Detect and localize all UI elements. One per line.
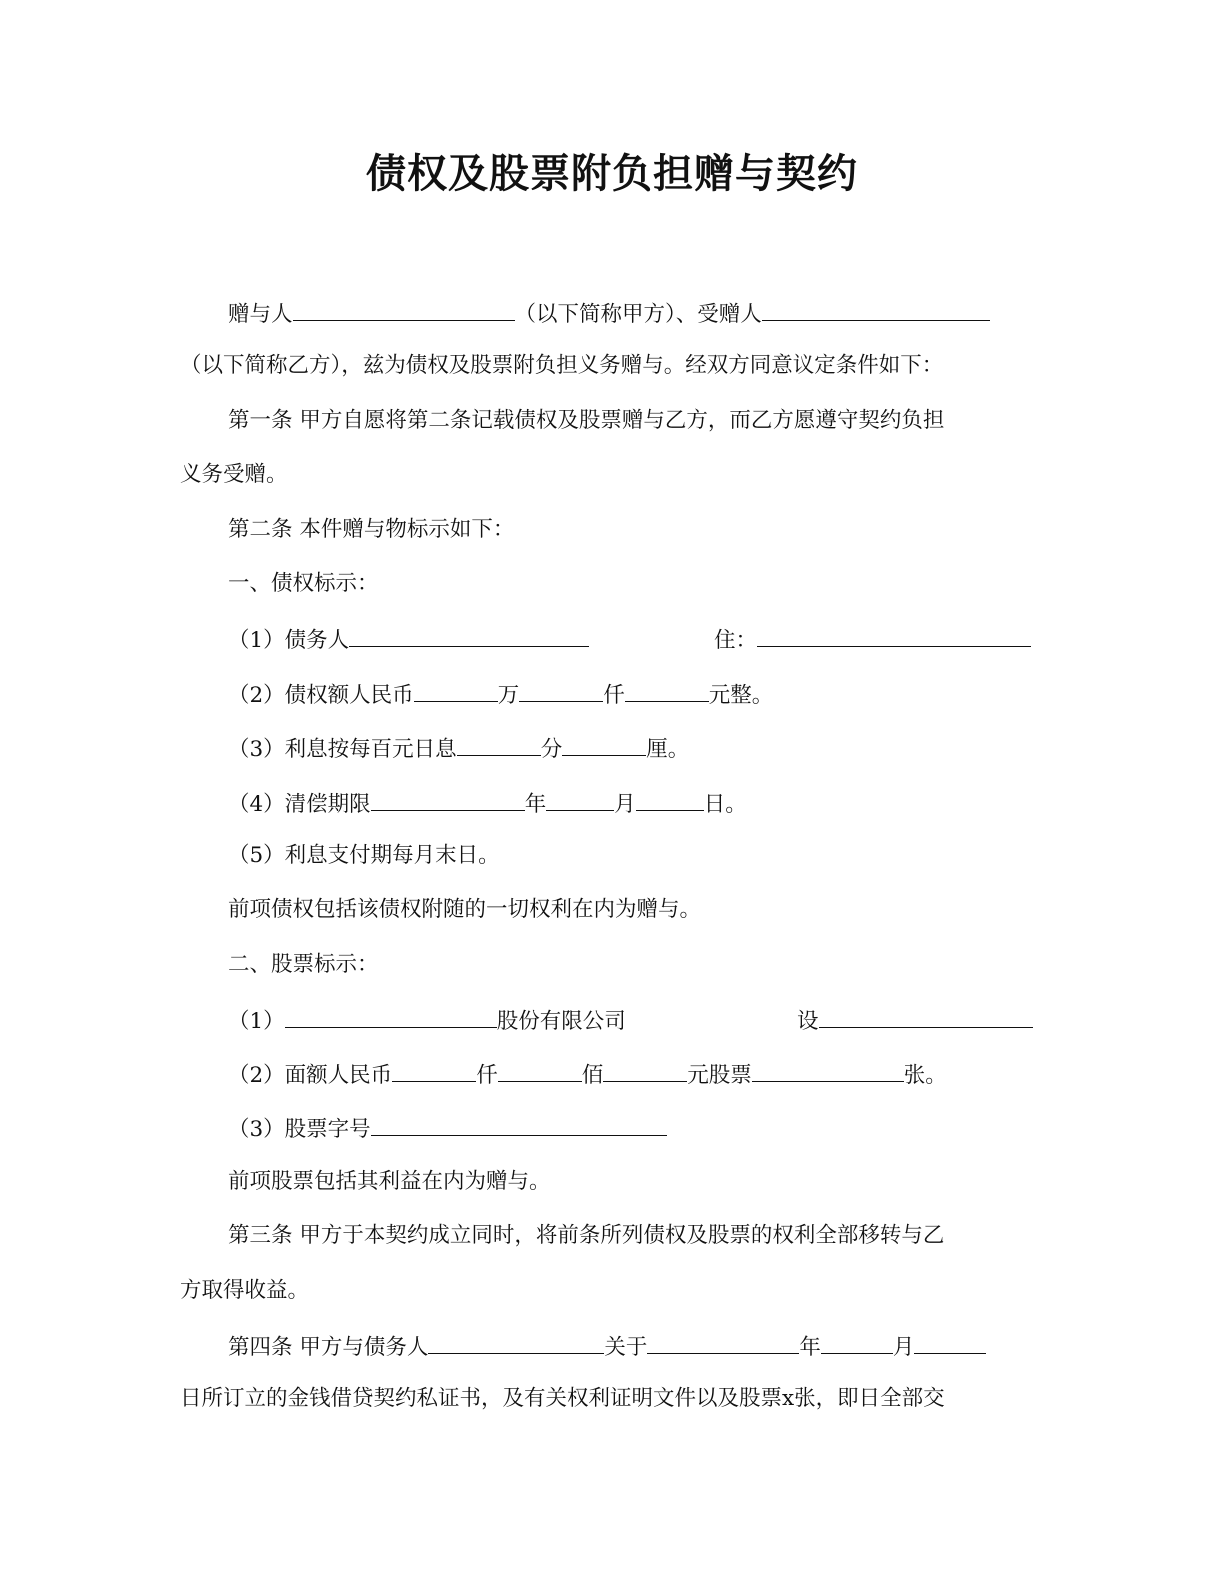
article-4-month-label: 月 [892,1335,915,1360]
article-3-line-2: 方取得收益。 [180,1278,310,1303]
face-qian-label: 仟 [476,1063,498,1088]
article-4-month-blank[interactable] [821,1331,893,1354]
address-blank[interactable] [757,624,1031,647]
article-4-line-2: 日所订立的金钱借贷契约私证书，及有关权利证明文件以及股票x张，即日全部交 [180,1386,945,1411]
amount-qian-blank[interactable] [519,679,603,702]
li-label: 厘。 [646,737,690,762]
donee-blank[interactable] [762,298,990,321]
address-row [714,624,1031,655]
stock-item-1 [228,1005,626,1036]
company-label: 股份有限公司 [496,1009,626,1034]
amount-label: （2）债权额人民币 [228,683,414,708]
company-blank[interactable] [285,1005,497,1028]
debtor-blank[interactable] [349,624,589,647]
stock-number-blank[interactable] [371,1113,667,1136]
stock-count-blank[interactable] [752,1059,904,1082]
stock-note: 前项股票包括其利益在内为赠与。 [228,1169,551,1194]
term-label: （4）清偿期限 [228,792,371,817]
month-label: 月 [614,792,636,817]
located-row [797,1005,1033,1036]
about-label: 关于 [604,1335,648,1360]
wan-label: 万 [497,683,520,708]
intro-line-1 [228,298,990,329]
stock-item-2 [228,1059,947,1090]
creditor-item-4 [228,788,747,819]
section-stock: 二、股票标示： [228,952,379,977]
address-label: 住： [714,628,758,653]
debtor-label: （1）债务人 [228,628,350,653]
article-4-line-1 [228,1331,986,1362]
amount-wan-blank[interactable] [414,679,498,702]
stock-item-1-num: （1） [228,1009,285,1034]
donor-blank[interactable] [293,298,515,321]
stock-label: 元股票 [687,1063,752,1088]
qian-label: 仟 [603,683,625,708]
zhang-label: 张。 [903,1063,947,1088]
face-bai-label: 佰 [581,1063,604,1088]
year-label: 年 [524,792,547,817]
located-blank[interactable] [819,1005,1033,1028]
face-bai-blank[interactable] [498,1059,582,1082]
article-4-year-label: 年 [799,1335,821,1360]
donor-label: 赠与人 [228,302,293,327]
day-label: 日。 [703,792,747,817]
fen-label: 分 [540,737,563,762]
creditor-item-1 [228,624,589,655]
yuan-label: 元整。 [708,683,774,708]
interest-label: （3）利息按每百元日息 [228,737,457,762]
located-label: 设 [797,1009,819,1034]
section-creditor: 一、债权标示： [228,571,379,596]
creditor-item-5: （5）利息支付期每月末日。 [228,843,500,868]
article-4-label: 第四条 甲方与债务人 [228,1335,429,1360]
creditor-note: 前项债权包括该债权附随的一切权利在内为赠与。 [228,897,702,922]
creditor-item-3 [228,733,689,764]
stock-item-3 [228,1113,667,1144]
donee-label: （以下简称甲方）、受赠人 [514,302,762,327]
article-2: 第二条 本件赠与物标示如下： [228,517,515,542]
article-4-year-blank[interactable] [647,1331,799,1354]
article-4-day-blank[interactable] [914,1331,986,1354]
amount-yuan-blank[interactable] [625,679,709,702]
article-4-debtor-blank[interactable] [428,1331,604,1354]
intro-line-2: （以下简称乙方），兹为债权及股票附负担义务赠与。经双方同意议定条件如下： [180,353,944,378]
term-month-blank[interactable] [546,788,614,811]
face-qian-blank[interactable] [392,1059,476,1082]
article-1-line-1: 第一条 甲方自愿将第二条记载债权及股票赠与乙方，而乙方愿遵守契约负担 [228,408,945,433]
face-yuan-blank[interactable] [603,1059,687,1082]
stock-number-label: （3）股票字号 [228,1117,371,1142]
term-year-blank[interactable] [371,788,525,811]
interest-fen-blank[interactable] [457,733,541,756]
face-value-label: （2）面额人民币 [228,1063,393,1088]
creditor-item-2 [228,679,773,710]
article-3-line-1: 第三条 甲方于本契约成立同时，将前条所列债权及股票的权利全部移转与乙 [228,1223,945,1248]
article-1-line-2: 义务受赠。 [180,462,288,487]
term-day-blank[interactable] [636,788,704,811]
document-title: 债权及股票附负担赠与契约 [366,151,858,197]
interest-li-blank[interactable] [562,733,646,756]
